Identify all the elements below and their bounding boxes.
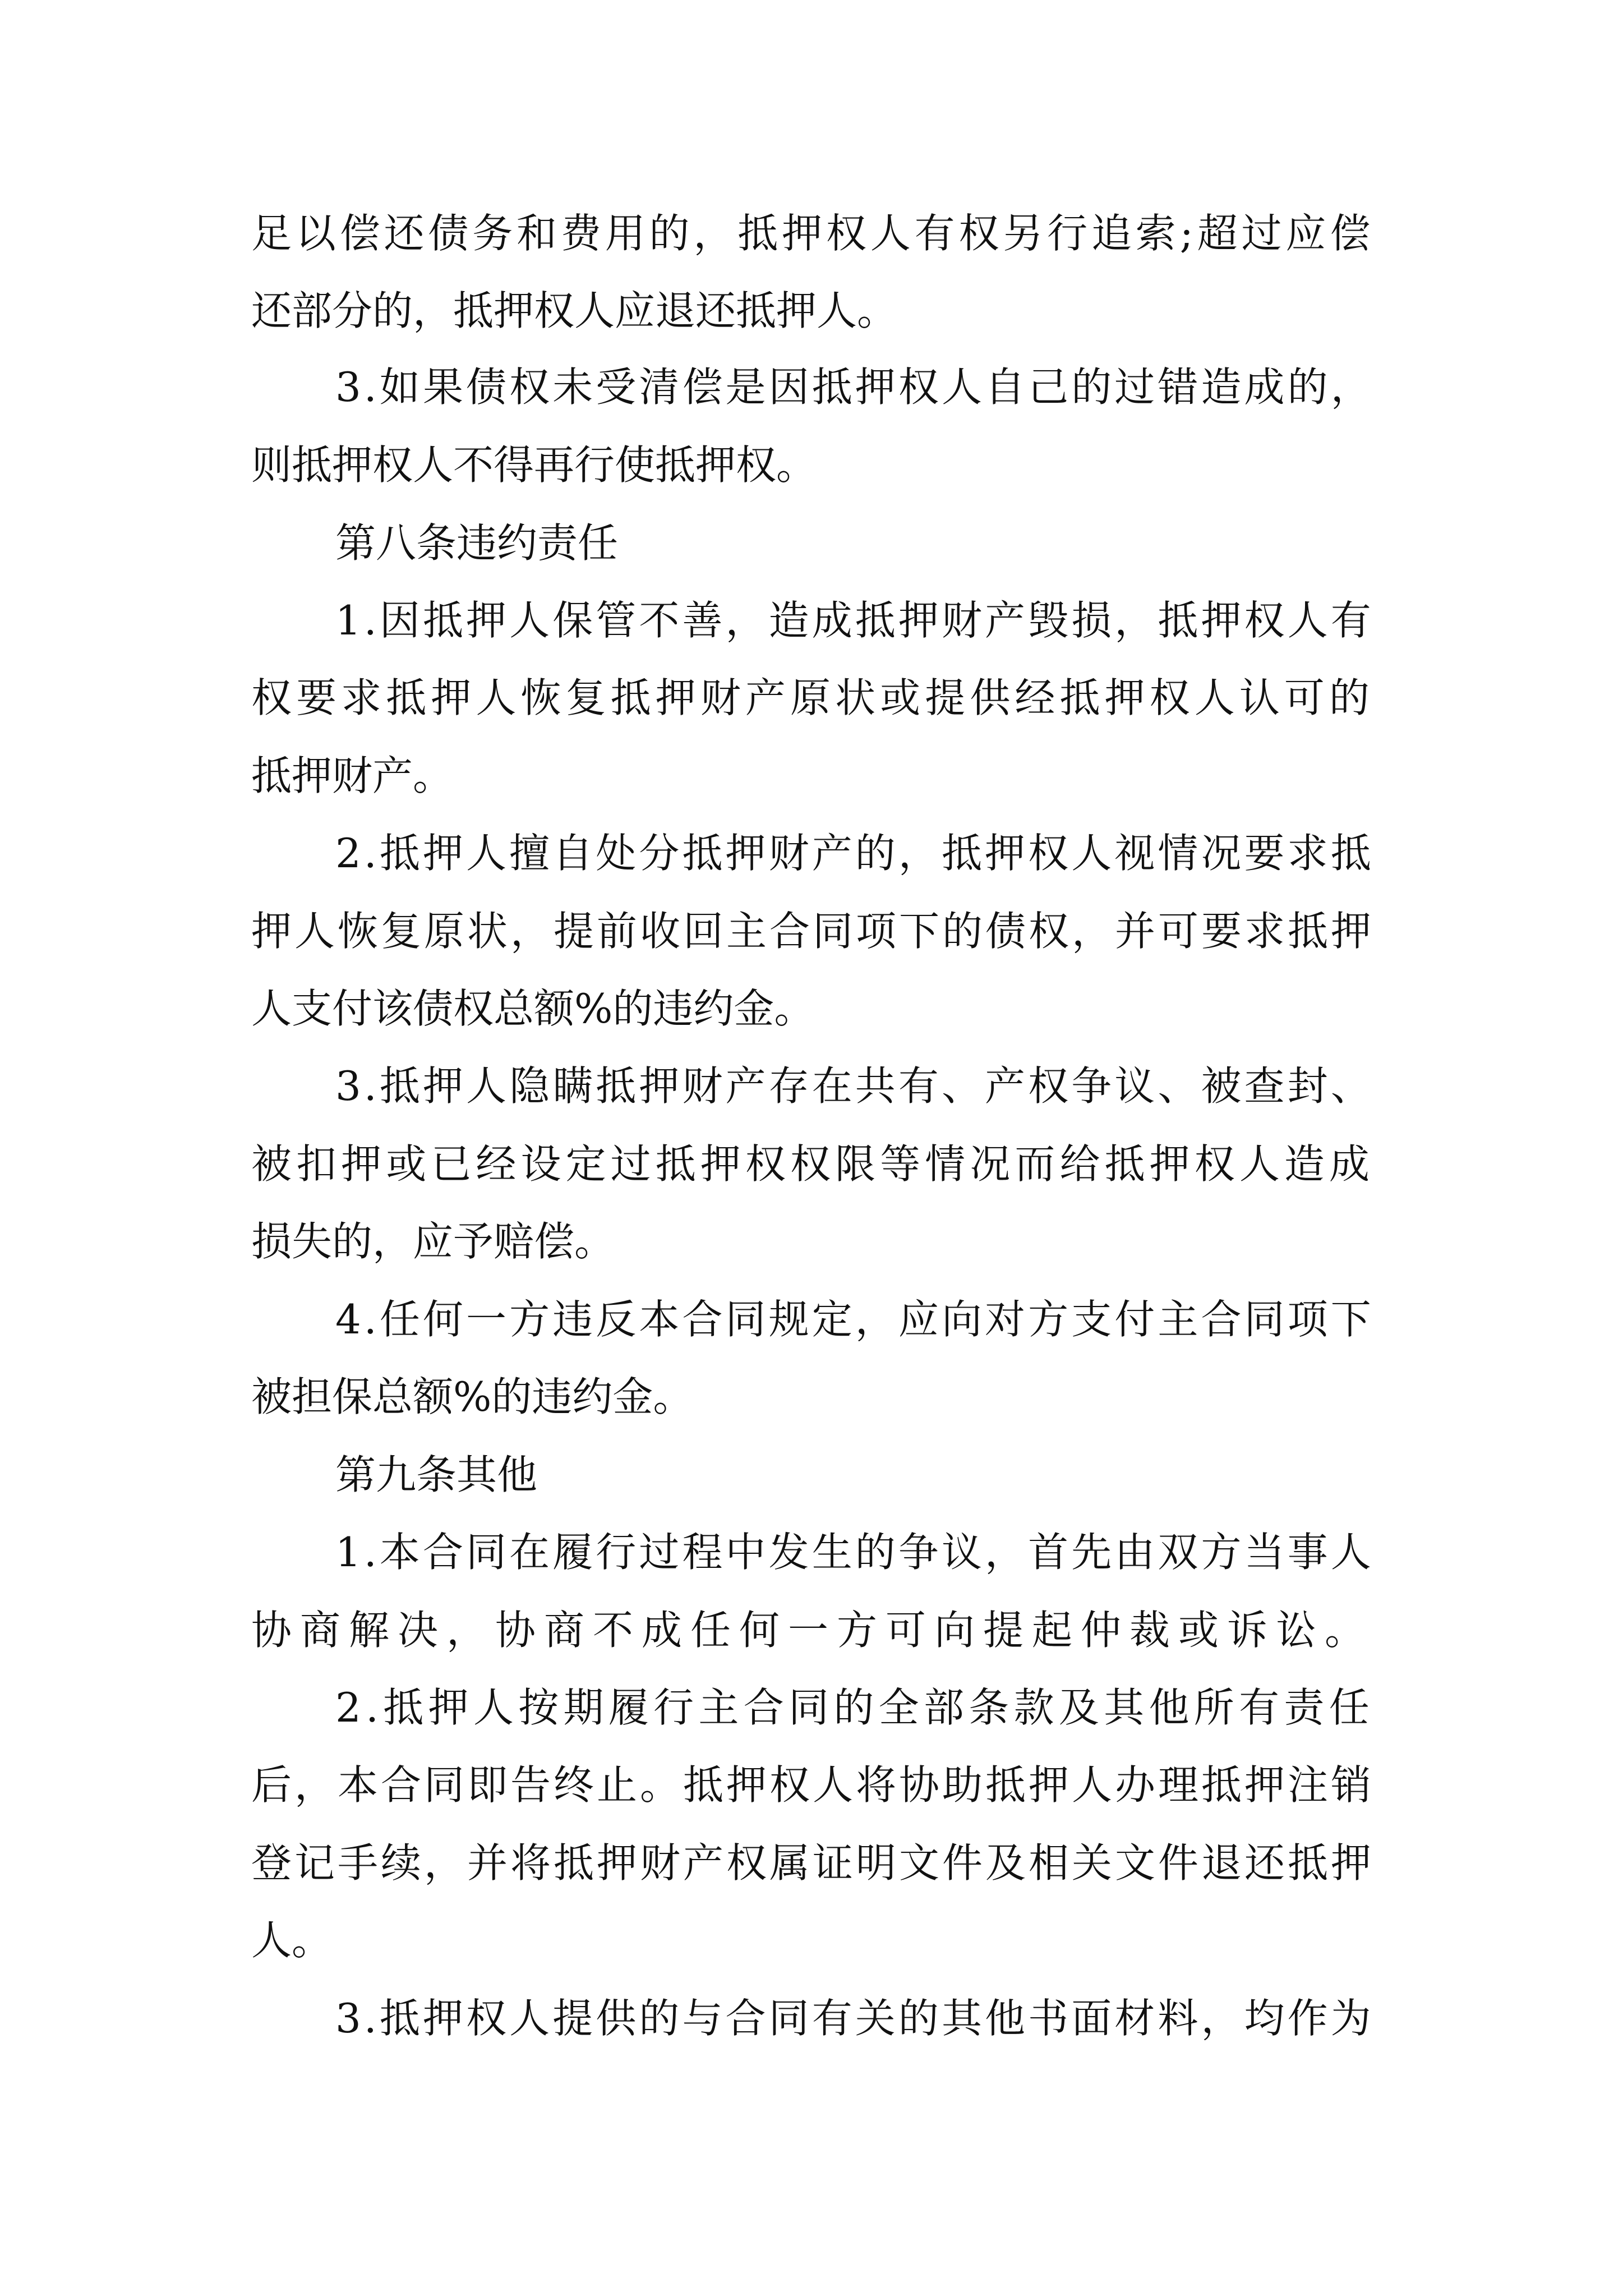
text-line: 3.抵押权人提供的与合同有关的其他书面材料，均作为 [335, 1995, 1374, 2042]
text-line: 2.抵押人擅自处分抵押财产的，抵押权人视情况要求抵 [335, 830, 1374, 877]
text-line: 后，本合同即告终止。抵押权人将协助抵押人办理抵押注销 [251, 1761, 1375, 1809]
section-heading: 第八条违约责任 [335, 519, 619, 567]
text-line: 1.因抵押人保管不善，造成抵押财产毁损，抵押权人有 [335, 597, 1374, 644]
text-line: 协商解决，协商不成任何一方可向提起仲裁或诉讼。 [251, 1607, 1374, 1654]
text-line: 4.任何一方违反本合同规定，应向对方支付主合同项下 [335, 1296, 1374, 1343]
text-line: 登记手续，并将抵押财产权属证明文件及相关文件退还抵押 [251, 1839, 1375, 1887]
text-line: 抵押财产。 [251, 752, 454, 799]
text-line: 被扣押或已经设定过抵押权权限等情况而给抵押权人造成 [251, 1140, 1375, 1188]
text-line: 人支付该债权总额%的违约金。 [251, 985, 815, 1032]
text-line: 押人恢复原状，提前收回主合同项下的债权，并可要求抵押 [251, 908, 1375, 955]
text-line: 权要求抵押人恢复抵押财产原状或提供经抵押权人认可的 [251, 674, 1375, 721]
text-line: 足以偿还债务和费用的，抵押权人有权另行追索;超过应偿 [251, 210, 1375, 257]
text-line: 被担保总额%的违约金。 [251, 1373, 694, 1420]
text-line: 损失的，应予赔偿。 [251, 1218, 615, 1265]
text-line: 则抵押权人不得再行使抵押权。 [251, 441, 817, 489]
text-line: 还部分的，抵押权人应退还抵押人。 [251, 287, 898, 334]
text-line: 2.抵押人按期履行主合同的全部条款及其他所有责任 [335, 1684, 1374, 1731]
section-heading: 第九条其他 [335, 1451, 538, 1498]
text-line: 人。 [251, 1917, 333, 1964]
text-line: 1.本合同在履行过程中发生的争议，首先由双方当事人 [335, 1529, 1374, 1576]
text-line: 3.抵押人隐瞒抵押财产存在共有、产权争议、被查封、 [335, 1062, 1374, 1110]
text-line: 3.如果债权未受清偿是因抵押权人自己的过错造成的， [335, 364, 1374, 411]
